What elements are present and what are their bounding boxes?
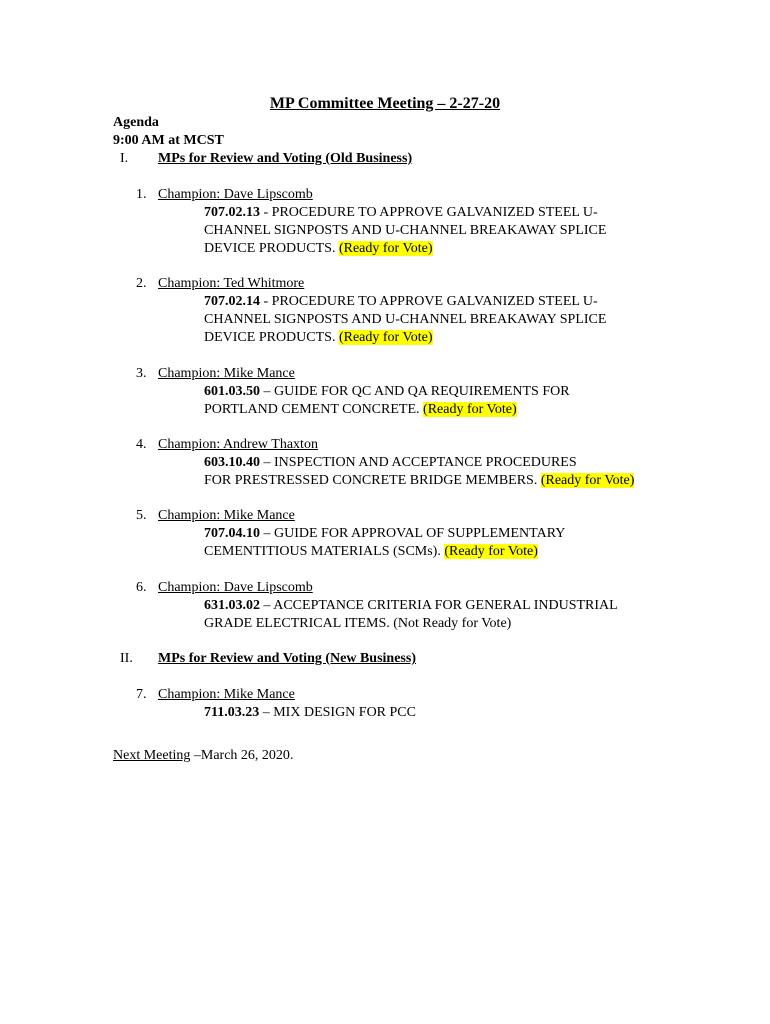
status-badge: (Ready for Vote) xyxy=(540,473,635,488)
champion-name: Champion: Andrew Thaxton xyxy=(158,437,318,452)
item-description: 707.02.13 - PROCEDURE TO APPROVE GALVANIZED STEEL U- CHANNEL SIGNPOSTS AND U-CHANNEL BREAKAWAY SPLICE DEVICE PRODUCTS. (Ready for Vote) xyxy=(204,205,607,256)
section-heading-old-business: MPs for Review and Voting (Old Business) xyxy=(158,151,413,166)
item-description: 601.03.50 – GUIDE FOR QC AND QA REQUIREMENTS FOR PORTLAND CEMENT CONCRETE. (Ready for Vote) xyxy=(204,384,570,417)
item-description: 707.02.14 - PROCEDURE TO APPROVE GALVANIZED STEEL U- CHANNEL SIGNPOSTS AND U-CHANNEL BREAKAWAY SPLICE DEVICE PRODUCTS. (Ready for Vote) xyxy=(204,294,607,345)
champion-name: Champion: Dave Lipscomb xyxy=(158,187,313,202)
item-number: 2. xyxy=(136,276,147,291)
status-badge: (Ready for Vote) xyxy=(444,544,538,559)
next-meeting-label: Next Meeting xyxy=(113,748,191,763)
section-numeral: I. xyxy=(120,151,129,166)
item-number: 3. xyxy=(136,366,147,381)
item-code: 707.02.13 xyxy=(204,205,260,220)
champion-name: Champion: Mike Mance xyxy=(158,366,295,381)
champion-name: Champion: Mike Mance xyxy=(158,508,295,523)
item-code: 603.10.40 xyxy=(204,455,260,470)
item-description: 707.04.10 – GUIDE FOR APPROVAL OF SUPPLEMENTARY CEMENTITIOUS MATERIALS (SCMs). (Ready for Vote) xyxy=(204,526,566,559)
page-title: MP Committee Meeting – 2-27-20 xyxy=(269,95,501,112)
status-text: (Not Ready for Vote) xyxy=(393,616,512,631)
section-numeral: II. xyxy=(120,651,133,666)
item-code: 711.03.23 xyxy=(204,705,260,720)
item-code: 707.02.14 xyxy=(204,294,260,309)
next-meeting xyxy=(113,747,293,765)
item-code: 601.03.50 xyxy=(204,384,260,399)
champion-name: Champion: Ted Whitmore xyxy=(158,276,305,291)
section-heading-new-business: MPs for Review and Voting (New Business) xyxy=(158,651,416,666)
status-badge: (Ready for Vote) xyxy=(338,241,433,256)
item-code: 631.03.02 xyxy=(204,598,260,613)
item-code: 707.04.10 xyxy=(204,526,260,541)
item-number: 1. xyxy=(136,187,147,202)
champion-name: Champion: Mike Mance xyxy=(158,687,295,702)
item-description: 631.03.02 – ACCEPTANCE CRITERIA FOR GENERAL INDUSTRIAL GRADE ELECTRICAL ITEMS. (Not Ready for Vote) xyxy=(204,598,618,631)
agenda-label: Agenda xyxy=(113,115,159,130)
item-number: 7. xyxy=(136,687,147,702)
champion-name: Champion: Dave Lipscomb xyxy=(158,580,313,595)
item-number: 5. xyxy=(136,508,147,523)
next-meeting-date: –March 26, 2020. xyxy=(190,748,294,763)
item-number: 4. xyxy=(136,437,147,452)
item-number: 6. xyxy=(136,580,147,595)
status-badge: (Ready for Vote) xyxy=(423,402,517,417)
item-description: 603.10.40 – INSPECTION AND ACCEPTANCE PROCEDURES FOR PRESTRESSED CONCRETE BRIDGE MEMBERS. (Ready for Vote) xyxy=(204,455,635,488)
item-description: 711.03.23 – MIX DESIGN FOR PCC xyxy=(204,705,416,720)
status-badge: (Ready for Vote) xyxy=(338,330,433,345)
time-location: 9:00 AM at MCST xyxy=(113,133,224,148)
